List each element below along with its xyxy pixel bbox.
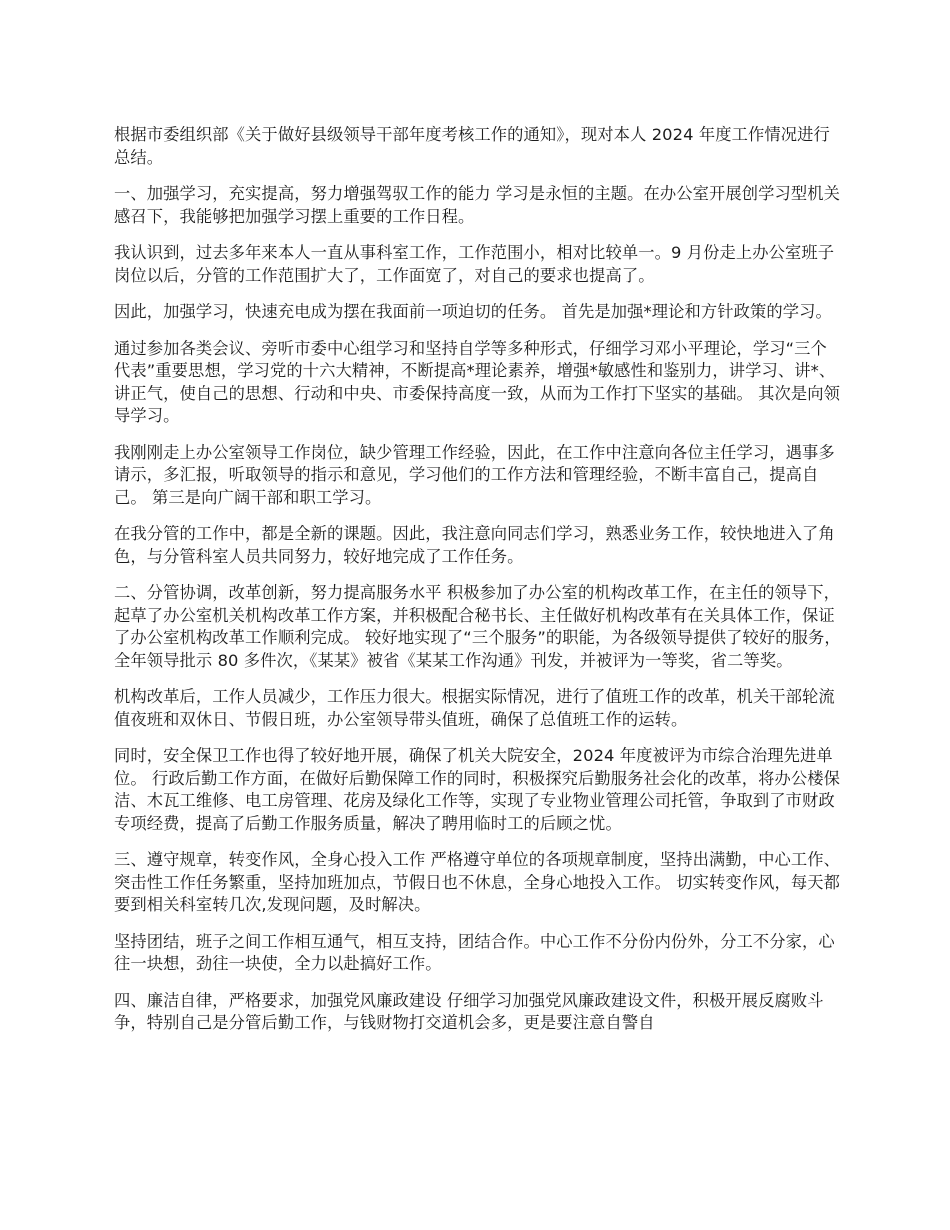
paragraph: 同时，安全保卫工作也得了较好地开展，确保了机关大院安全，2024 年度被评为市综合治理先进单位。 行政后勤工作方面，在做好后勤保障工作的同时，积极探究后勤服务社会化的改革，将办公楼保洁、木瓦工维修、电工房管理、花房及绿化工作等，实现了专业物业管理公司托管，争取到了市财政专项经费，提高了后勤工作服务质量，解决了聘用临时工的后顾之忧。 [114,746,841,833]
paragraph: 我认识到，过去多年来本人一直从事科室工作，工作范围小，相对比较单一。9 月份走上办公室班子岗位以后，分管的工作范围扩大了，工作面宽了，对自己的要求也提高了。 [114,243,835,285]
paragraph: 我刚刚走上办公室领导工作岗位，缺少管理工作经验，因此，在工作中注意向各位主任学习，遇事多请示，多汇报，听取领导的指示和意见，学习他们的工作方法和管理经验，不断丰富自己，提高自己。 第三是向广阔干部和职工学习。 [114,442,835,507]
paragraph-section-2-heading: 二、分管协调，改革创新，努力提高服务水平 积极参加了办公室的机构改革工作，在主任的领导下，起草了办公室机关机构改革工作方案，并积极配合秘书长、主任做好机构改革有在关具体工作，保证了办公室机构改革工作顺利完成。 较好地实现了“三个服务”的职能，为各级领导提供了较好的服务，全年领导批示 80 多件次，《某某》被省《某某工作沟通》刊发，并被评为一等奖，省二等奖。 [114,583,841,670]
paragraph-intro: 根据市委组织部《关于做好县级领导干部年度考核工作的通知》，现对本人 2024 年度工作情况进行总结。 [114,125,830,167]
paragraph: 机构改革后，工作人员减少，工作压力很大。根据实际情况，进行了值班工作的改革，机关干部轮流值夜班和双休日、节假日班，办公室领导带头值班，确保了总值班工作的运转。 [114,687,835,729]
paragraph-section-1-heading: 一、加强学习，充实提高，努力增强驾驭工作的能力 学习是永恒的主题。在办公室开展创学习型机关感召下，我能够把加强学习摆上重要的工作日程。 [114,184,841,226]
paragraph: 因此，加强学习，快速充电成为摆在我面前一项迫切的任务。 首先是加强*理论和方针政策的学习。 [114,302,832,321]
paragraph: 在我分管的工作中，都是全新的课题。因此，我注意向同志们学习，熟悉业务工作，较快地进入了角色，与分管科室人员共同努力，较好地完成了工作任务。 [114,524,835,566]
paragraph-section-3-heading: 三、遵守规章，转变作风，全身心投入工作 严格遵守单位的各项规章制度，坚持出满勤，中心工作、突击性工作任务繁重，坚持加班加点，节假日也不休息，全身心地投入工作。 切实转变作风，每天都要到相关科室转几次,发现问题，及时解决。 [114,850,841,914]
document-body [114,124,842,1049]
paragraph-section-4-heading: 四、廉洁自律，严格要求，加强党风廉政建设 仔细学习加强党风廉政建设文件，积极开展反腐败斗争，特别自己是分管后勤工作，与钱财物打交道机会多，更是要注意自警自 [114,990,824,1032]
paragraph: 通过参加各类会议、旁听市委中心组学习和坚持自学等多种形式，仔细学习邓小平理论，学习“三个代表”重要思想，学习党的十六大精神，不断提高*理论素养，增强*敏感性和鉴别力，讲学习、讲*、讲正气，使自己的思想、行动和中央、市委保持高度一致，从而为工作打下坚实的基础。 其次是向领导学习。 [114,338,841,425]
paragraph: 坚持团结，班子之间工作相互通气，相互支持，团结合作。中心工作不分份内份外，分工不分家，心往一块想，劲往一块使，全力以赴搞好工作。 [114,931,835,973]
